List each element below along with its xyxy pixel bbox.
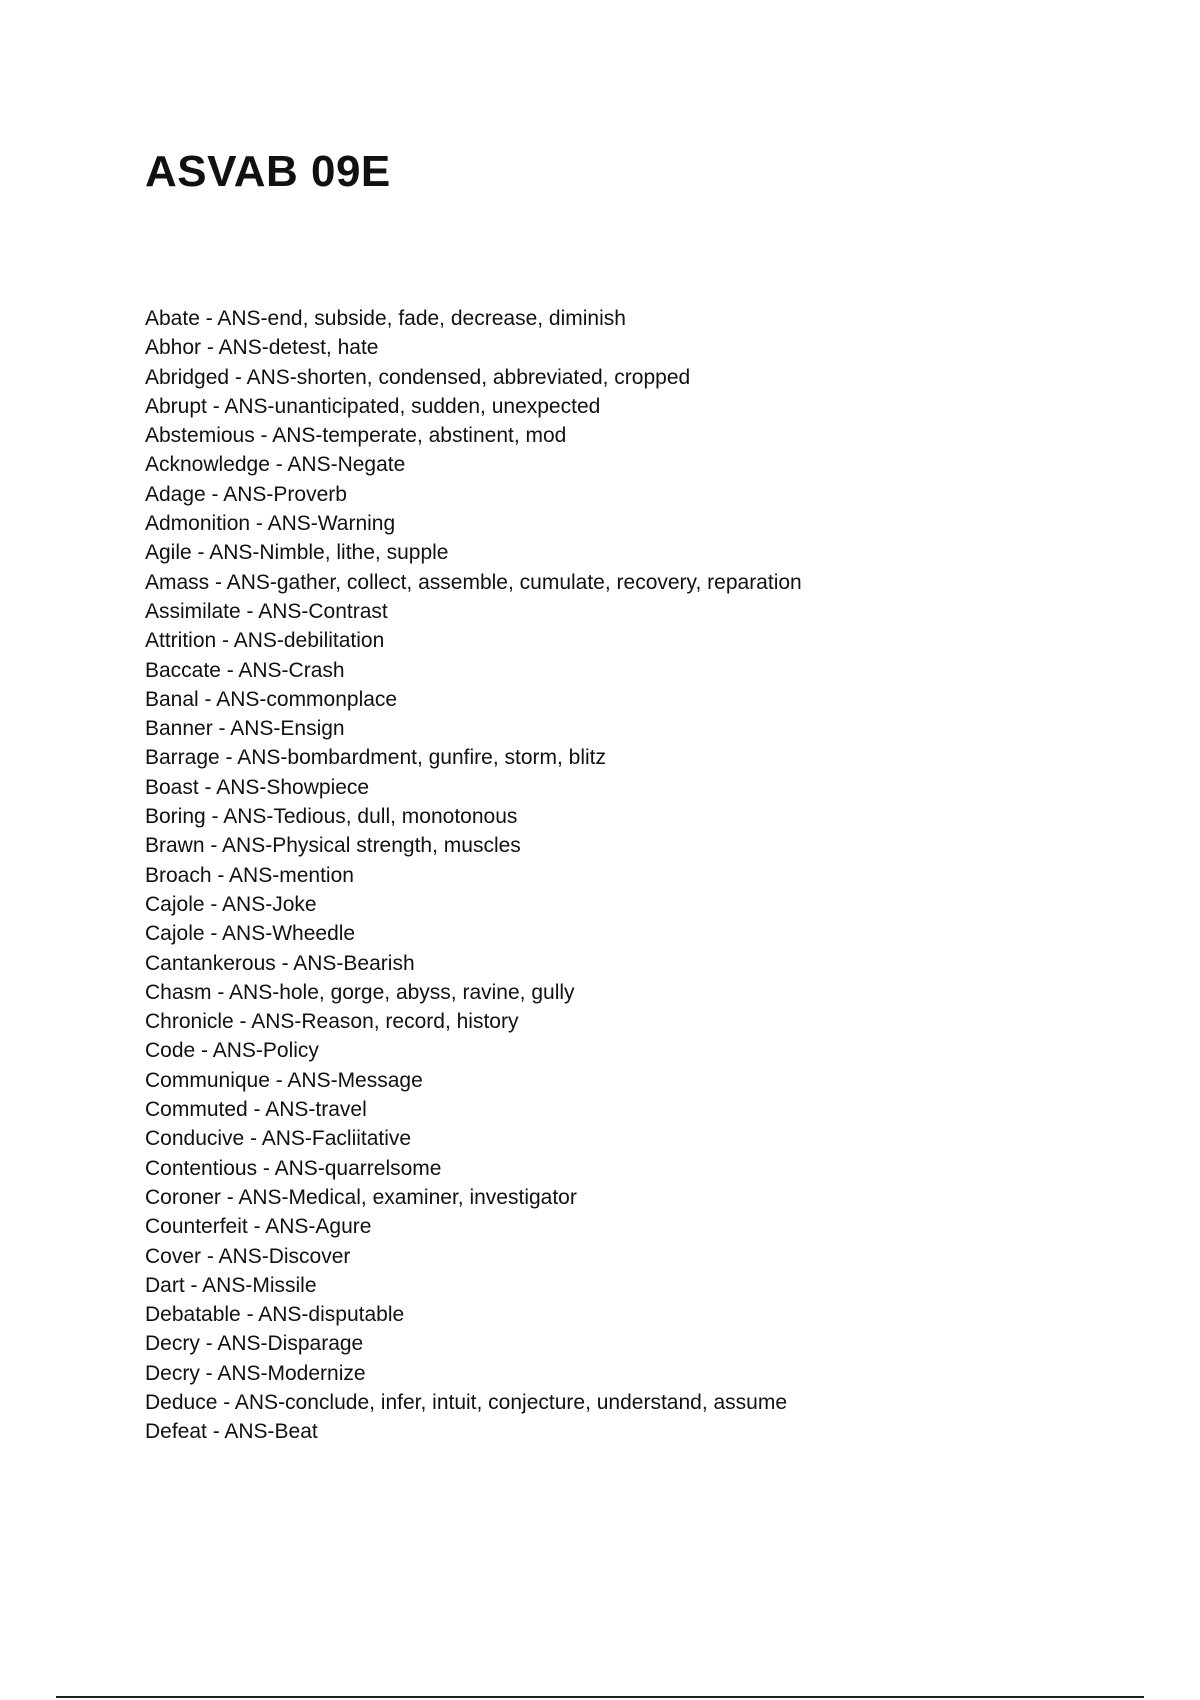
- vocabulary-list: [145, 304, 802, 1447]
- vocabulary-entry: Decry - ANS-Modernize: [145, 1361, 366, 1385]
- vocabulary-entry: Debatable - ANS-disputable: [145, 1303, 405, 1327]
- vocabulary-entry: Abrupt - ANS-unanticipated, sudden, unexpected: [145, 394, 601, 418]
- vocabulary-entry: Abate - ANS-end, subside, fade, decrease, diminish: [145, 307, 626, 330]
- vocabulary-entry: Boast - ANS-Showpiece: [145, 775, 370, 799]
- page-title: ASVAB 09E: [145, 147, 391, 196]
- vocabulary-entry: Counterfeit - ANS-Agure: [145, 1215, 372, 1239]
- vocabulary-entry: Amass - ANS-gather, collect, assemble, cumulate, recovery, reparation: [145, 570, 802, 594]
- vocabulary-entry: Chronicle - ANS-Reason, record, history: [145, 1010, 519, 1034]
- vocabulary-entry: Coroner - ANS-Medical, examiner, investigator: [145, 1185, 577, 1209]
- vocabulary-entry: Assimilate - ANS-Contrast: [145, 599, 388, 623]
- vocabulary-entry: Abridged - ANS-shorten, condensed, abbreviated, cropped: [145, 365, 691, 389]
- vocabulary-entry: Brawn - ANS-Physical strength, muscles: [145, 834, 521, 858]
- vocabulary-entry: Decry - ANS-Disparage: [145, 1332, 364, 1356]
- vocabulary-entry: Acknowledge - ANS-Negate: [145, 453, 406, 477]
- vocabulary-entry: Defeat - ANS-Beat: [145, 1420, 318, 1444]
- vocabulary-entry: Conducive - ANS-Facliitative: [145, 1127, 412, 1151]
- vocabulary-entry: Cover - ANS-Discover: [145, 1244, 351, 1268]
- vocabulary-entry: Communique - ANS-Message: [145, 1068, 423, 1092]
- vocabulary-entry: Adage - ANS-Proverb: [145, 482, 347, 506]
- vocabulary-entry: Agile - ANS-Nimble, lithe, supple: [145, 541, 449, 565]
- vocabulary-entry: Admonition - ANS-Warning: [145, 512, 396, 536]
- vocabulary-entry: Barrage - ANS-bombardment, gunfire, storm, blitz: [145, 746, 607, 770]
- vocabulary-entry: Banal - ANS-commonplace: [145, 687, 398, 711]
- vocabulary-entry: Code - ANS-Policy: [145, 1039, 319, 1063]
- vocabulary-entry: Cantankerous - ANS-Bearish: [145, 951, 415, 975]
- vocabulary-entry: Attrition - ANS-debilitation: [145, 629, 385, 653]
- vocabulary-entry: Boring - ANS-Tedious, dull, monotonous: [145, 805, 518, 829]
- vocabulary-entry: Banner - ANS-Ensign: [145, 717, 345, 741]
- vocabulary-entry: Cajole - ANS-Wheedle: [145, 922, 356, 946]
- vocabulary-entry: Abhor - ANS-detest, hate: [145, 336, 379, 360]
- footer-divider: [56, 1696, 1144, 1698]
- vocabulary-entry: Dart - ANS-Missile: [145, 1273, 317, 1297]
- vocabulary-entry: Abstemious - ANS-temperate, abstinent, mod: [145, 424, 567, 448]
- vocabulary-entry: Baccate - ANS-Crash: [145, 658, 345, 682]
- vocabulary-entry: Deduce - ANS-conclude, infer, intuit, conjecture, understand, assume: [145, 1390, 788, 1414]
- vocabulary-entry: Contentious - ANS-quarrelsome: [145, 1156, 442, 1180]
- vocabulary-entry: Cajole - ANS-Joke: [145, 892, 317, 916]
- vocabulary-entry: Chasm - ANS-hole, gorge, abyss, ravine, gully: [145, 980, 575, 1004]
- vocabulary-entry: Broach - ANS-mention: [145, 863, 354, 887]
- vocabulary-entry: Commuted - ANS-travel: [145, 1098, 367, 1122]
